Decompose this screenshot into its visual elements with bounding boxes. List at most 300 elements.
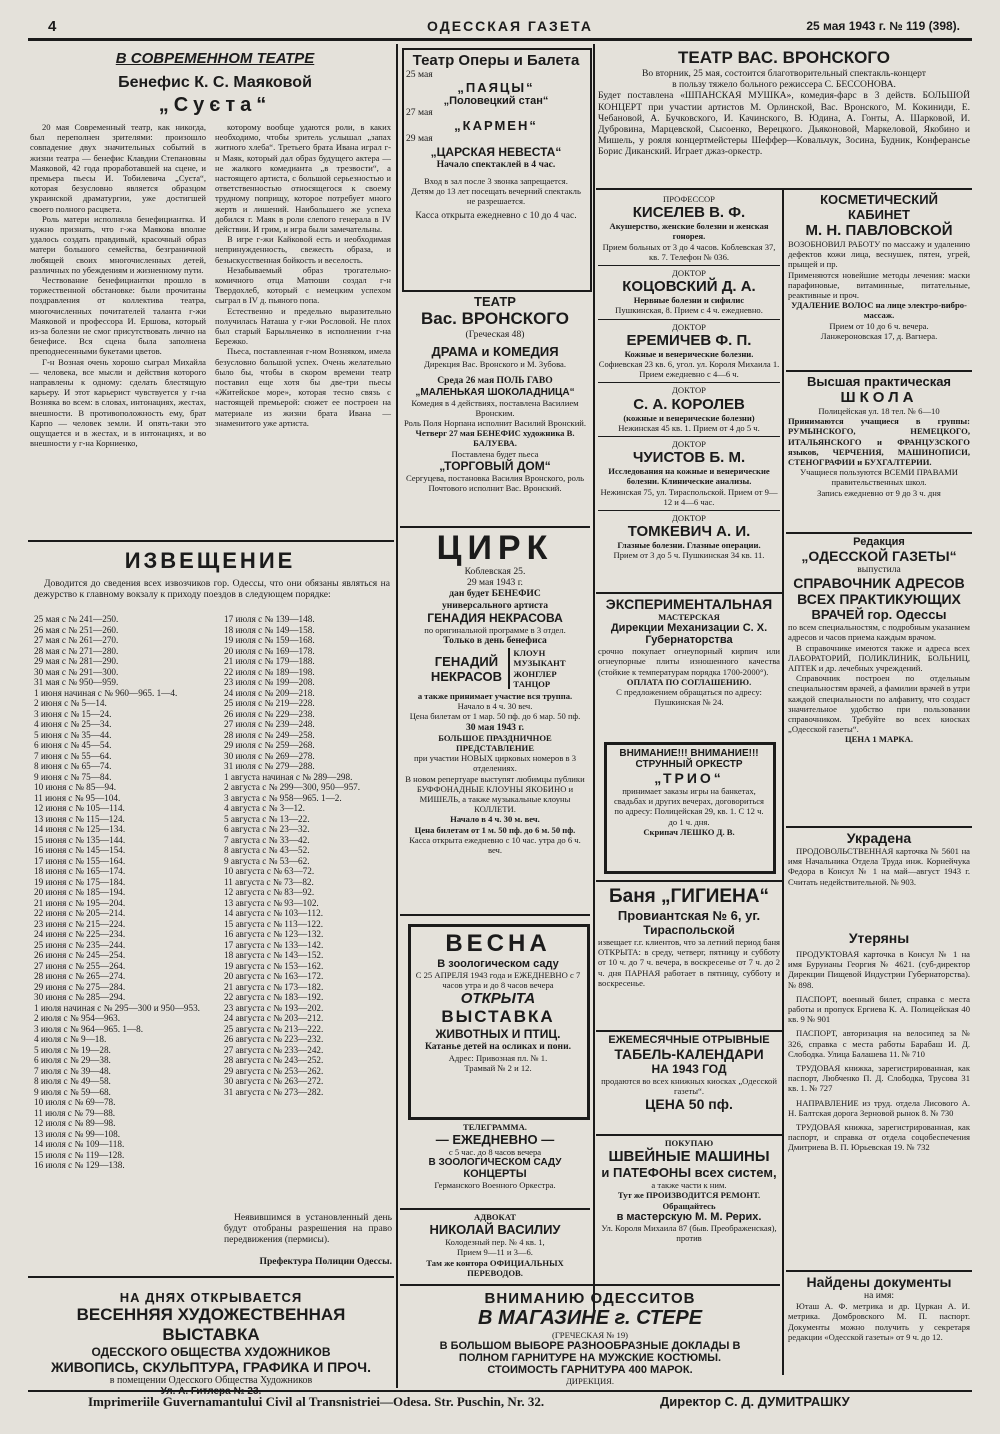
schedule-entry: 18 июля с № 149—158.	[224, 624, 315, 635]
masthead: ОДЕССКАЯ ГАЗЕТА	[427, 18, 593, 34]
doctor-info: Софиевская 23 кв. 6, угол. ул. Короля Михаила 1. Прием ежедневно с 4—6 ч.	[598, 359, 780, 380]
directory-line: выпустила	[857, 564, 901, 575]
notice-intro: Доводится до сведения всех извозчиков гор. Одессы, что они обязаны являться на дежурство к главному вокзалу к приходу поездов в следующем порядке:	[34, 578, 390, 601]
notice-schedule-right	[224, 614, 392, 1210]
directory-line: Справочник построен по отдельным специальностям врачей, а фамилии врачей в утри каждой специальности по алфавиту, что создаст значительное удобство при пользовании справочником. Требуйте во всех киосках „Одесской газеты“.	[788, 673, 970, 735]
article-paragraph: 20 мая Современный театр, как никогда, был переполнен зрителями: произошло совпадение двух значительных событий в жизни театра — бенефис Клавдии Степановны Маяковой, 42 года проработавшей на сцене, и премьера пьесы И. Тобилевича „Суєта“, которая безусловно является образцом украинской драматургии, уже достигшей своего полного расцвета.	[30, 122, 206, 214]
schedule-entry: 27 июня с № 255—264.	[34, 960, 126, 971]
exhibition-line: ОДЕССКОГО ОБЩЕСТВА ХУДОЖНИКОВ	[91, 1345, 331, 1359]
vesna-line: ОТКРЫТА	[460, 990, 536, 1008]
schedule-entry: 28 июня с № 265—274.	[34, 971, 126, 981]
schedule-entry: 27 июля с № 239—248.	[224, 719, 315, 729]
doctor-specialty: (кожные и венерические болезни)	[623, 412, 755, 423]
exhibition-line: ЖИВОПИСЬ, СКУЛЬПТУРА, ГРАФИКА И ПРОЧ.	[51, 1359, 371, 1375]
cosmetic-name: М. Н. ПАВЛОВСКОЙ	[805, 222, 953, 239]
cosmetic-line: КОСМЕТИЧЕСКИЙ	[820, 192, 938, 207]
doctor-specialty: Глазные болезни. Глазные операции.	[617, 540, 761, 551]
telegram-line: ТЕЛЕГРАММА.	[463, 1122, 527, 1132]
cosmetic-line: УДАЛЕНИЕ ВОЛОС на лице электро-вибро-массаж.	[791, 300, 967, 321]
circus-line: Касса открыта ежедневно с 10 час. утра до 6 ч. веч.	[409, 834, 581, 856]
section-rule	[400, 914, 590, 916]
vesna-line: ВЫСТАВКА	[441, 1007, 555, 1027]
banya-line: Тираспольской	[643, 923, 735, 937]
director-imprint: Директор С. Д. ДУМИТРАШКУ	[660, 1394, 850, 1409]
lost-item: ПАСПОРТ, военный билет, справка с места работы и пропуск Ергиева К. А. Полицейская 40 кв. 9 № 901	[788, 993, 970, 1025]
article-paragraph: Пьеса, поставленная г-ном Возняком, имела безусловно большой успех. Очень желательно было бы, чтобы в скором времени театр поставил еще хотя бы две-три пьесы «Житейское море», которая тесно связь с настоящей премьерой: сюжет ее построен на материале из жизни брата Ивана — знаменитого уже артиста.	[215, 346, 391, 428]
doctor-card	[598, 320, 780, 384]
doctor-specialty: Нервные болезни и сифилис	[633, 295, 745, 306]
schedule-entry: 29 августа с № 253—262.	[224, 1065, 324, 1076]
schedule-entry: 30 июня с № 285—294.	[34, 992, 126, 1002]
stolen-title: Украдена	[846, 830, 912, 846]
schedule-entry: 24 августа с № 203—212.	[224, 1013, 324, 1023]
footer-rule	[28, 1390, 972, 1392]
circus-role: ТАНЦОР	[513, 678, 551, 689]
schedule-entry: 20 августа с № 163—172.	[224, 971, 324, 981]
circus-line: Коблевская 25.	[464, 566, 526, 577]
cosmetic-line: КАБИНЕТ	[847, 207, 910, 222]
schedule-entry: 2 июля с № 954—963.	[34, 1013, 121, 1023]
lost-item: ПРОДУКТОВАЯ карточка в Консул № 1 на имя Буруианы Георгия № 4621. (суб-директор Дирекции Пищевой Индустрии Губернаторства). № 898.	[788, 949, 970, 990]
schedule-entry: 16 июня с № 145—154.	[34, 845, 126, 855]
vronsky-title: Вас. ВРОНСКОГО	[420, 309, 570, 328]
theatre-article-col2	[215, 122, 391, 536]
schedule-entry: 24 июля с № 209—218.	[224, 687, 315, 698]
cosmetic-ad	[788, 192, 970, 368]
schedule-entry: 19 июня с № 175—184.	[34, 876, 126, 887]
article-paragraph: Чествование бенефициантки прошло в торжественной обстановке: были прочитаны поздравления от коллектива театра, многочисленных почитателей таланта г-жи Маяковой и профессора И. Ершова, который из-за болезни не смог присутствовать лично на бенефисе. Вся сцена была заполнена преподнесенными букетами цветов.	[30, 275, 206, 357]
directory-line: „ОДЕССКОЙ ГАЗЕТЫ“	[801, 548, 957, 564]
schedule-entry: 12 июля с № 89—98.	[34, 1118, 116, 1128]
schedule-entry: 2 августа с № 299—300, 950—957.	[224, 782, 361, 792]
found-section	[788, 1274, 970, 1384]
opera-date: 29 мая	[406, 133, 433, 145]
lost-item: ПАСПОРТ, авторизация на велосипед за № 326, справка с места работы Барабаш И. Д. Слободка. Улица Балашева 11. № 710	[788, 1028, 970, 1059]
cosmetic-line: Прием от 10 до 6 ч. вечера.	[829, 320, 929, 331]
schedule-entry: 29 июня с № 275—284.	[34, 981, 126, 992]
vronsky-line: Сергуцева, постановка Василия Вронского, роль Почтового исполнит Вас. Вронский.	[405, 472, 585, 494]
article-paragraph: которому вообще удаются роли, в каких необходимо, чтобы зритель услышал „запах житного хлеба“. Третьего брата Ивана играл г-н Маяк, который дал образ будущего актера — не жалкого комедианта „в трезвости“, а настоящего артиста, с большой серьезностью и ответственностью относящегося к своему трудному поприщу, которое потребует много жертв и лишений. Наибольшего же успеха добился г. Маяк в роли слепого генерала в IV действии. И грим, и игра были замечательны.	[215, 122, 391, 235]
exhibition-headline: ВЕСЕННЯЯ ХУДОЖЕСТВЕННАЯ ВЫСТАВКА	[76, 1305, 346, 1344]
telegram-line: КОНЦЕРТЫ	[463, 1168, 527, 1181]
found-subtitle: на имя:	[863, 1290, 895, 1301]
vronsky-line: Роль Поля Норпана исполнит Василий Вронский.	[403, 418, 587, 429]
schedule-entry: 15 июля с № 119—128.	[34, 1149, 125, 1160]
schedule-entry: 25 июля с № 219—228.	[224, 698, 315, 708]
schedule-entry: 6 июня с № 45—54.	[34, 740, 112, 750]
cosmetic-line: ВОЗОБНОВИЛ РАБОТУ по массажу и удалению дефектов кожи лица, веснушек, пятен, угрей, прыщей и пр.	[788, 239, 970, 270]
vronsky-line: ТЕАТР	[474, 294, 516, 309]
schedule-entry: 12 августа с № 83—92.	[224, 887, 315, 897]
schedule-entry: 13 июля с № 99—108.	[34, 1128, 121, 1139]
trio-title: „ТРИО“	[654, 770, 724, 786]
schedule-entry: 9 июня с № 75—84.	[34, 771, 112, 782]
stere-line: ДИРЕКЦИЯ.	[565, 1376, 615, 1387]
schedule-entry: 28 августа с № 243—252.	[224, 1055, 324, 1065]
circus-line: Начало в 4 ч. 30 м. веч.	[450, 814, 540, 825]
vesna-line: Катанье детей на осликах и пони.	[424, 1041, 572, 1053]
schedule-entry: 16 августа с № 123—132.	[224, 929, 324, 939]
schedule-entry: 7 июля с № 39—48.	[34, 1065, 111, 1076]
doctor-card	[598, 511, 780, 564]
exhibition-line: в помещении Одесского Общества Художников	[109, 1375, 313, 1386]
schedule-entry: 8 августа с № 43—52.	[224, 845, 310, 855]
doctor-info: Прием больных от 3 до 4 часов. Коблевская 37, кв. 7. Телефон № 036.	[602, 241, 776, 262]
schedule-entry: 26 июля с № 229—238.	[224, 708, 315, 719]
schedule-entry: 29 мая с № 281—290.	[34, 656, 119, 666]
theatre-title-2: „Суєта“	[158, 94, 272, 116]
lost-item: НАПРАВЛЕНИЕ из труд. отдела Лисового А. Н. Балтская дорога Зерновой рынок 8. № 730	[788, 1097, 970, 1118]
calendar-line: НА 1943 ГОД	[651, 1062, 727, 1076]
doctor-specialty: Акушерство, женские болезни и женская гонорея.	[609, 221, 769, 242]
workshop-line: ОПЛАТА ПО СОГЛАШЕНИЮ.	[626, 676, 752, 687]
stolen-text: ПРОДОВОЛЬСТВЕННАЯ карточка № 5601 на имя Начальника Отдела Труда инж. Корнейчука Федора в Консул № 1 на май—август 1943 г. Считать недействительной. № 903.	[788, 846, 970, 887]
section-rule	[400, 1284, 780, 1286]
telegram-line: В ЗООЛОГИЧЕСКОМ САДУ	[428, 1157, 562, 1169]
schedule-entry: 28 мая с № 271—280.	[34, 645, 119, 656]
doctor-card	[598, 383, 780, 437]
notice-footer: Неявившимся в установленный день будут отобраны разрешения на право передвижения (пермисы).	[224, 1212, 392, 1246]
doctor-title: ДОКТОР	[672, 385, 706, 396]
schedule-entry: 2 июня с № 5—14.	[34, 698, 107, 708]
theatre-title-1: Бенефис К. С. Маяковой	[118, 74, 312, 91]
vronsky-line: Дирекция Вас. Вронского и М. Зубова.	[424, 359, 566, 370]
schedule-entry: 10 июля с № 69—78.	[34, 1097, 116, 1107]
circus-star-block	[402, 648, 588, 689]
trio-ad	[610, 748, 768, 870]
circus-line: Цена билетам от 1 м. 50 пф. до 6 м. 50 пф.	[414, 824, 576, 835]
doctor-title: ДОКТОР	[672, 268, 706, 279]
directory-line: ВРАЧЕЙ гор. Одессы	[811, 607, 947, 623]
calendar-ad	[598, 1034, 780, 1130]
notice-title: ИЗВЕЩЕНИЕ	[124, 548, 296, 573]
vronsky-ad	[402, 294, 588, 522]
circus-line: Начало в 4 ч. 30 веч.	[457, 701, 533, 712]
section-rule	[596, 880, 782, 882]
schedule-entry: 21 июня с № 195—204.	[34, 897, 126, 908]
sewing-line: Тут же ПРОИЗВОДИТСЯ РЕМОНТ. Обращайтесь	[617, 1190, 761, 1211]
circus-line: Только в день бенефиса	[443, 635, 547, 647]
exhibition-ad	[30, 1290, 392, 1390]
stere-line: ПОЛНОМ ГАРНИТУРЕ НА МУЖСКИЕ КОСТЮМЫ.	[458, 1352, 722, 1365]
doctor-name: КОЦОВСКИЙ Д. А.	[622, 278, 756, 296]
schedule-entry: 7 августа с № 33—42.	[224, 834, 310, 845]
section-rule	[400, 526, 590, 528]
schedule-entry: 25 августа с № 213—222.	[224, 1023, 324, 1034]
schedule-entry: 13 июня с № 115—124.	[34, 813, 125, 824]
doctor-info: Нежинская 45 кв. 1. Прием от 4 до 5 ч.	[618, 422, 760, 433]
workshop-ad	[598, 596, 780, 736]
calendar-line: продаются во всех книжных киосках „Одесской газеты“.	[601, 1076, 777, 1097]
sewing-line: а также части к ним.	[651, 1180, 727, 1191]
issue-date: 25 мая 1943 г. № 119 (398).	[806, 19, 960, 33]
schedule-entry: 14 июля с № 109—118.	[34, 1139, 125, 1149]
vronsky-benefit-ad	[598, 48, 970, 188]
schedule-entry: 17 июня с № 155—164.	[34, 855, 126, 866]
schedule-entry: 29 июля с № 259—268.	[224, 740, 315, 750]
circus-line: при участии НОВЫХ цирковых номеров в 3 отделениях.	[413, 753, 577, 774]
schedule-entry: 22 июня с № 205—214.	[34, 908, 126, 918]
workshop-line: ЭКСПЕРИМЕНТАЛЬНАЯ	[605, 596, 773, 612]
doctor-title: ПРОФЕССОР	[663, 194, 715, 204]
stere-line: В БОЛЬШОМ ВЫБОРЕ РАЗНООБРАЗНЫЕ ДОКЛАДЫ В	[439, 1340, 741, 1353]
lost-section	[788, 930, 970, 1268]
schedule-entry: 22 августа с № 183—192.	[224, 992, 324, 1002]
doctor-name: КИСЕЛЕВ В. Ф.	[632, 204, 746, 222]
schedule-entry: 6 августа с № 23—32.	[224, 824, 310, 834]
schedule-entry: 26 августа с № 223—232.	[224, 1034, 324, 1044]
directory-line: ВСЕХ ПРАКТИКУЮЩИХ	[797, 591, 961, 608]
schedule-entry: 10 июня с № 85—94.	[34, 782, 117, 792]
circus-line: В новом репертуаре выступят любимцы публики БУФФОНАДНЫЕ КЛОУНЫ ЯКОБИНО и МИШЕЛЬ, а также музыкальные клоуны КОЛЛЕТИ.	[405, 773, 585, 815]
schedule-entry: 1 августа начиная с № 289—298.	[224, 771, 353, 782]
schedule-entry: 18 августа с № 143—152.	[224, 950, 324, 960]
doctor-title: ДОКТОР	[672, 321, 706, 332]
telegram-ad	[402, 1122, 588, 1206]
circus-line: по оригинальной программе в 3 отдел.	[424, 624, 566, 635]
trio-line: Скрипач ЛЕШКО Д. В.	[643, 826, 735, 837]
sewing-line: и ПАТЕФОНЫ всех систем,	[601, 1165, 777, 1181]
telegram-line: Германского Военного Оркестра.	[434, 1180, 556, 1191]
schedule-entry: 9 июля с № 59—68.	[34, 1086, 111, 1097]
directory-line: по всем специальностям, с подробным указанием адресов и часов приема каждым врачом.	[788, 622, 970, 643]
school-line: Полицейская ул. 18 тел. № 6—10	[818, 406, 940, 416]
lawyer-line: Колодезный пер. № 4 кв. 1,	[445, 1237, 545, 1248]
section-rule	[596, 188, 972, 190]
telegram-line: с 5 час. до 8 часов вечера	[448, 1147, 542, 1158]
schedule-entry: 17 августа с № 133—142.	[224, 939, 324, 950]
article-paragraph: Роль матери исполняла бенефициантка. И нужно признать, что г-жа Маякова вполне удалось создать правдивый, красочный образ матери большого семейства, безграничной любящей своих многочисленных детей, различных по убеждениям и жизненному пути.	[30, 213, 206, 275]
notice-signature: Префектура Полиции Одессы.	[259, 1256, 392, 1267]
opera-kassa: Касса открыта ежедневно с 10 до 4 час.	[415, 210, 577, 222]
doctor-specialty: Кожные и венерические болезни.	[624, 348, 754, 359]
banya-ad	[598, 886, 780, 1026]
article-paragraph: Естественно и предельно выразительно получилась Наташа у г-жи Рословой. Не плох был старый Барыльченко в исполнении г-на Бережко.	[215, 305, 391, 347]
schedule-entry: 3 июля с № 964—965. 1—8.	[34, 1023, 144, 1034]
schedule-entry: 3 июня с № 15—24.	[34, 708, 112, 719]
circus-ad	[402, 530, 588, 910]
opera-play: „Половецкий стан“	[443, 95, 549, 108]
section-rule	[786, 532, 972, 534]
opera-play: „ЦАРСКАЯ НЕВЕСТА“	[430, 144, 562, 159]
circus-line: 30 мая 1943 г.	[465, 721, 525, 733]
lawyer-ad	[402, 1212, 588, 1282]
doctor-card	[598, 266, 780, 320]
exhibition-line: НА ДНЯХ ОТКРЫВАЕТСЯ	[119, 1290, 303, 1305]
vesna-line: ЖИВОТНЫХ И ПТИЦ.	[435, 1027, 561, 1042]
banya-line: извещает г.г. клиентов, что за летний период баня ОТКРЫТА: в среду, четверг, пятницу и субботу от 10 ч. до 7 ч. вечера, в воскресенье от 7 ч. до 2 ч. дня ПАРНАЯ работает в пятницу, субботу и воскресенье.	[598, 937, 780, 988]
schedule-entry: 5 августа с № 13—22.	[224, 813, 310, 824]
vesna-line: Адрес: Привозная пл. № 1.	[448, 1052, 548, 1063]
stere-line: (ГРЕЧЕСКАЯ № 19)	[551, 1330, 629, 1340]
section-rule	[28, 1276, 394, 1278]
schedule-entry: 12 июня с № 105—114.	[34, 803, 125, 813]
notice-schedule-left	[34, 614, 214, 1246]
circus-line: универсального артиста	[441, 599, 549, 611]
stolen-section	[788, 830, 970, 926]
directory-price: ЦЕНА 1 МАРКА.	[844, 734, 914, 745]
schedule-entry: 30 июля с № 269—278.	[224, 750, 315, 761]
schedule-entry: 11 июня с № 95—104.	[34, 792, 121, 803]
schedule-entry: 27 августа с № 233—242.	[224, 1044, 324, 1055]
trio-line: ВНИМАНИЕ!!! ВНИМАНИЕ!!!	[619, 748, 759, 759]
section-rule	[28, 540, 394, 542]
theatre-article-col1	[30, 122, 206, 536]
header-rule	[28, 38, 972, 41]
workshop-line: С предложением обращаться по адресу: Пушкинская № 24.	[616, 687, 762, 708]
schedule-entry: 27 мая с № 261—270.	[34, 635, 119, 645]
schedule-entry: 20 июня с № 185—194.	[34, 887, 126, 897]
opera-ad	[406, 52, 586, 288]
schedule-entry: 11 июля с № 79—88.	[34, 1107, 116, 1118]
school-line: Высшая практическая	[806, 374, 952, 389]
circus-role: ЖОНГЛЕР	[513, 668, 557, 679]
circus-role: КЛОУН	[513, 648, 546, 659]
section-rule	[786, 826, 972, 828]
circus-role: МУЗЫКАНТ	[513, 658, 566, 669]
vronsky-line: (Греческая 48)	[465, 329, 525, 340]
vronsky-line: Поставлена будет пьеса	[451, 448, 539, 459]
stere-ad	[400, 1290, 780, 1388]
vronsky-benefit-title: ТЕАТР ВАС. ВРОНСКОГО	[677, 48, 890, 67]
schedule-entry: 28 июля с № 249—258.	[224, 729, 315, 740]
calendar-line: ЕЖЕМЕСЯЧНЫЕ ОТРЫВНЫЕ	[608, 1034, 770, 1046]
section-rule	[596, 592, 782, 594]
doctors-column	[598, 192, 780, 590]
schedule-entry: 4 августа с № 3—12.	[224, 803, 305, 813]
vesna-ad	[414, 930, 582, 1114]
schedule-entry: 23 июня с № 215—224.	[34, 918, 126, 929]
doctor-card	[598, 192, 780, 266]
found-title: Найдены документы	[806, 1274, 952, 1290]
doctor-name: ТОМКЕВИЧ А. И.	[627, 523, 751, 541]
opera-date: 25 мая	[406, 69, 433, 80]
column-rule-1	[396, 44, 398, 1388]
schedule-entry: 4 июня с № 25—34.	[34, 719, 112, 729]
schedule-entry: 19 августа с № 153—162.	[224, 960, 324, 971]
doctor-info: Нежинская 75, ул. Тираспольской. Прием от 9—12 и 4—6 час.	[600, 486, 778, 507]
circus-line: БОЛЬШОЕ ПРАЗДНИЧНОЕ ПРЕДСТАВЛЕНИЕ	[438, 732, 552, 754]
calendar-line: ТАБЕЛЬ-КАЛЕНДАРИ	[614, 1046, 764, 1062]
column-rule-3	[782, 190, 784, 1375]
schedule-entry: 31 августа с № 273—282.	[224, 1086, 324, 1097]
theatre-rubric: В СОВРЕМЕННОМ ТЕАТРЕ	[115, 50, 315, 67]
schedule-entry: 6 июля с № 29—38.	[34, 1055, 111, 1065]
doctor-title: ДОКТОР	[672, 439, 706, 450]
column-rule-2	[593, 44, 595, 1314]
schedule-entry: 23 июля с № 199—208.	[224, 677, 315, 687]
section-rule	[596, 1134, 782, 1136]
lawyer-line: Там же контора ОФИЦИАЛЬНЫХ ПЕРЕВОДОВ.	[426, 1257, 564, 1278]
stere-line: СТОИМОСТЬ ГАРНИТУРА 400 МАРОК.	[487, 1364, 693, 1377]
banya-title: Баня „ГИГИЕНА“	[608, 886, 770, 907]
doctor-name: ЕРЕМИЧЕВ Ф. П.	[626, 331, 752, 349]
opera-note: Вход в зал после 3 звонка запрещается.	[424, 175, 568, 186]
article-paragraph: Незабываемый образ трогательно-комичного отца Матюши создал г-н Твердохлеб, который с немецким успехом сыграл в IV д. пьяного попа.	[215, 264, 391, 306]
lawyer-line: АДВОКАТ	[474, 1212, 516, 1222]
opera-title: Театр Оперы и Балета	[412, 52, 580, 69]
school-ad	[788, 374, 970, 530]
section-rule	[596, 1030, 782, 1032]
schedule-entry: 15 августа с № 113—122.	[224, 918, 323, 929]
vesna-title: ВЕСНА	[445, 930, 551, 957]
schedule-entry: 7 июня с № 55—64.	[34, 750, 112, 761]
workshop-line: МАСТЕРСКАЯ	[658, 612, 720, 622]
circus-line: ГЕНАДИЯ НЕКРАСОВА	[427, 610, 563, 625]
circus-title: ЦИРК	[436, 529, 554, 567]
circus-line: дан будет БЕНЕФИС	[449, 588, 541, 600]
school-line: Принимаются учащиеся в группы: РУМЫНСКОГО, НЕМЕЦКОГО, ИТАЛЬЯНСКОГО и ФРАНЦУЗСКОГО языков, ЧЕРЧЕНИЯ, МАШИНОПИСИ, СТЕНОГРАФИИ и БУХГАЛТЕРИИ.	[788, 416, 970, 468]
schedule-entry: 30 мая с № 291—300.	[34, 666, 119, 677]
telegram-line: — ЕЖЕДНЕВНО —	[435, 1132, 555, 1148]
vesna-line: Трамвай № 2 и 12.	[464, 1062, 532, 1073]
schedule-entry: 18 июня с № 165—174.	[34, 866, 126, 876]
doctor-info: Пушкинская, 8. Прием с 4 ч. ежедневно.	[615, 305, 763, 316]
sewing-line: Ул. Короля Михаила 87 (быв. Преображенская), против	[601, 1222, 777, 1244]
section-rule	[400, 1208, 590, 1210]
lost-title: Утеряны	[848, 930, 910, 946]
schedule-entry: 9 августа с № 53—62.	[224, 855, 310, 866]
schedule-entry: 24 июня с № 225—234.	[34, 929, 126, 939]
vronsky-benefit-line: Будет поставлена «ШПАНСКАЯ МУШКА», комедия-фарс в 3 действ. БОЛЬШОЙ КОНЦЕРТ при участии артистов М. Орлинской, Вас. Вронского, М. Кокиниди, Е. Чебановой, А. Бучковского, И. Качинского, В. Юдина, А. Гонты, А. Шарковой, И. Дубровина, Марцевской, Сысоенко, Верецкого. Дьяконовой, Маркеловой, Якобино и Мишель, у рояля концертмейстеры Шеффер—Ковальчук, Зосина, Будник, Конферансье Борис Диканский. Играет джаз-оркестр.	[598, 90, 970, 158]
schedule-entry: 13 августа с № 93—102.	[224, 897, 319, 908]
lawyer-name: НИКОЛАЙ ВАСИЛИУ	[429, 1222, 561, 1238]
schedule-entry: 14 июня с № 125—134.	[34, 824, 126, 834]
lawyer-line: Прием 9—11 и 3—6.	[457, 1247, 533, 1258]
schedule-entry: 17 июля с № 139—148.	[224, 614, 315, 624]
schedule-entry: 11 августа с № 73—82.	[224, 876, 314, 887]
stere-headline: В МАГАЗИНЕ г. СТЕРЕ	[477, 1307, 703, 1329]
directory-line: СПРАВОЧНИК АДРЕСОВ	[793, 575, 965, 592]
section-rule	[786, 370, 972, 372]
schedule-entry: 20 июля с № 169—178.	[224, 645, 315, 656]
circus-line: Цена билетам от 1 мар. 50 пф. до 6 мар. 50 пф.	[409, 711, 581, 722]
schedule-entry: 15 июня с № 135—144.	[34, 834, 126, 845]
lost-item: ТРУДОВАЯ книжка, зарегистрированная, как паспорт, Любченко П. Д. Слободка, Трусова 31 кв. 1. № 727	[788, 1063, 970, 1094]
opera-play: „ПАЯЦЫ“	[457, 80, 535, 96]
trio-line: СТРУННЫЙ ОРКЕСТР	[635, 759, 743, 770]
vronsky-line: Четверг 27 мая БЕНЕФИС художника В. БАЛУЕВА.	[415, 428, 575, 449]
schedule-entry: 1 июня начиная с № 960—965. 1—4.	[34, 687, 178, 698]
found-text: Юташ А. Ф. метрика и др. Цуркан А. И. метрика. Домбровского М. П. паспорт. Документы можно получить у секретаря редакции «Одесской газеты» от 9 ч. до 12.	[788, 1301, 970, 1342]
directory-line: В справочнике имеются также и адреса всех ЛАБОРАТОРИЙ, ПОЛИКЛИНИК, БОЛЬНИЦ, АПТЕК и др. лечебных учреждений.	[788, 642, 970, 674]
article-paragraph: В игре г-жи Кайковой есть и необходимая непринужденность, свежесть образа, и безыскусственная бойкость и веселость.	[215, 234, 391, 265]
schedule-entry: 21 июля с № 179—188.	[224, 656, 315, 666]
workshop-line: срочно покупает огнеупорный кирпич или огнеупорные плиты изношенного качества (стойкие к температурам порядка 1700-2000°).	[598, 646, 780, 677]
schedule-entry: 4 июля с № 9—18.	[34, 1034, 107, 1044]
page-number: 4	[48, 18, 57, 35]
schedule-entry: 16 июля с № 129—138.	[34, 1160, 125, 1170]
vronsky-line: Комедия в 4 действиях, поставлена Василием Вронским.	[411, 397, 579, 418]
doctor-info: Прием от 3 до 5 ч. Пушкинская 34 кв. 11.	[613, 550, 765, 561]
stere-line: ВНИМАНИЮ ОДЕССИТОВ	[484, 1290, 696, 1307]
doctor-title: ДОКТОР	[672, 513, 706, 524]
vronsky-line: Среда 26 мая ПОЛЬ ГАВО	[437, 375, 553, 387]
school-line: Учащиеся пользуются ВСЕМИ ПРАВАМИ правительственных школ.	[799, 467, 958, 488]
sewing-line: ПОКУПАЮ	[664, 1138, 714, 1148]
circus-roles	[508, 648, 565, 689]
schedule-entry: 8 июня с № 65—74.	[34, 761, 112, 771]
lost-item: ТРУДОВАЯ книжка, зарегистрированная, как паспорт, и справка от отдела соцобеспечения Дмитриева В. П. Юрьевская 19. № 732	[788, 1122, 970, 1153]
article-paragraph: Г-н Возная очень хорошо сыграл Михайла — человека, все мысли и действия которого направлены к одному: сделать блестящую карьеру. И этот карьерист чувствуется у г-на Возняка во всем: в словах, интонациях, жестах, внешности. В противоположность ему, брат Карпо — человек земли. И опять-таки это ощущается и в жестах, и в интонациях, и во внешности у г-на Корниенко,	[30, 356, 206, 449]
schedule-entry: 3 августа с № 958—965. 1—2.	[224, 792, 342, 803]
schedule-entry: 30 августа с № 263—272.	[224, 1076, 324, 1086]
opera-note: Детям до 13 лет посещать вечерний спектакль не разрешается.	[411, 186, 581, 207]
schedule-entry: 8 июля с № 49—58.	[34, 1076, 111, 1086]
doctor-specialty: Исследования на кожные и венерические болезни. Клинические анализы.	[608, 466, 770, 487]
section-rule	[786, 1270, 972, 1272]
schedule-entry: 25 мая с № 241—250.	[34, 614, 119, 624]
